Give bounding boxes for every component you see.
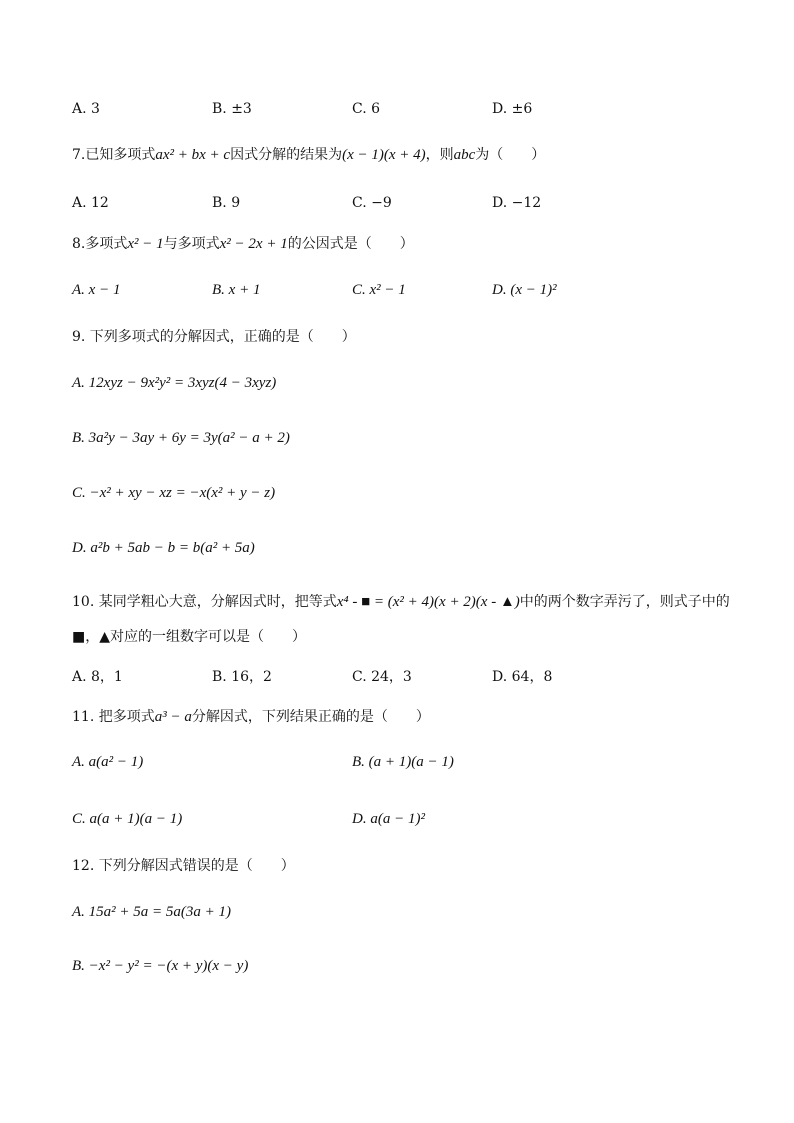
q6-option-d: D. ±6 — [492, 101, 533, 117]
q10-text-before: 10. 某同学粗心大意，分解因式时，把等式 — [72, 594, 337, 610]
q11-text-after: 分解因式，下列结果正确的是（ ） — [191, 709, 430, 725]
q10-option-d: D. 64，8 — [492, 669, 553, 685]
q7-expr-polynomial: ax² + bx + c — [155, 147, 231, 163]
q9-option-d: D. a²b + 5ab − b = b(a² + 5a) — [72, 540, 255, 556]
q8-stem — [72, 234, 414, 254]
q10-option-c: C. 24，3 — [352, 669, 412, 685]
q7-expr-factored: (x − 1)(x + 4) — [342, 147, 426, 163]
q10-expr: x⁴ - ■ = (x² + 4)(x + 2)(x - ▲) — [336, 594, 520, 610]
q7-text-after: 为（ ） — [475, 147, 546, 163]
q11-option-d: D. a(a − 1)² — [352, 811, 425, 827]
q8-option-c: C. x² − 1 — [352, 282, 406, 298]
q8-number: 8. — [72, 236, 86, 252]
q10-option-a: A. 8，1 — [72, 669, 123, 685]
q6-option-a: A. 3 — [72, 101, 100, 117]
q11-option-b: B. (a + 1)(a − 1) — [352, 754, 454, 770]
q11-stem — [72, 707, 430, 727]
q7-number: 7. — [72, 147, 86, 163]
q8-expr2: x² − 2x + 1 — [219, 236, 288, 252]
q12-option-a: A. 15a² + 5a = 5a(3a + 1) — [72, 904, 232, 920]
q9-stem: 9. 下列多项式的分解因式，正确的是（ ） — [72, 329, 356, 345]
q6-option-b: B. ±3 — [212, 101, 252, 117]
q7-expr-abc: abc — [453, 147, 476, 163]
q8-text-after: 的公因式是（ ） — [287, 236, 414, 252]
q10-option-b: B. 16，2 — [212, 669, 272, 685]
q11-option-a: A. a(a² − 1) — [72, 754, 144, 770]
q8-text-mid: 与多项式 — [163, 236, 220, 252]
q7-option-c: C. −9 — [352, 195, 392, 211]
q7-text-mid: 因式分解的结果为 — [230, 147, 343, 163]
q9-option-b: B. 3a²y − 3ay + 6y = 3y(a² − a + 2) — [72, 430, 290, 446]
q7-option-b: B. 9 — [212, 195, 241, 211]
q12-stem: 12. 下列分解因式错误的是（ ） — [72, 858, 295, 874]
q10-stem-line1 — [72, 592, 730, 612]
q11-option-c: C. a(a + 1)(a − 1) — [72, 811, 183, 827]
q8-option-a: A. x − 1 — [72, 282, 121, 298]
q8-expr1: x² − 1 — [127, 236, 164, 252]
q10-stem-line2: ■，▲对应的一组数字可以是（ ） — [72, 629, 306, 645]
q7-stem — [72, 145, 545, 165]
q12-option-b: B. −x² − y² = −(x + y)(x − y) — [72, 958, 249, 974]
q11-expr: a³ − a — [154, 709, 192, 725]
q7-option-a: A. 12 — [72, 195, 109, 211]
q8-option-d: D. (x − 1)² — [492, 282, 557, 298]
q8-text-before: 多项式 — [85, 236, 128, 252]
q7-option-d: D. −12 — [492, 195, 542, 211]
q8-option-b: B. x + 1 — [212, 282, 261, 298]
q7-text-before: 已知多项式 — [85, 147, 156, 163]
q11-text-before: 11. 把多项式 — [72, 709, 155, 725]
q9-option-c: C. −x² + xy − xz = −x(x² + y − z) — [72, 485, 276, 501]
q6-option-c: C. 6 — [352, 101, 381, 117]
q7-text-mid2: ，则 — [425, 147, 454, 163]
q9-option-a: A. 12xyz − 9x²y² = 3xyz(4 − 3xyz) — [72, 375, 277, 391]
q10-text-after: 中的两个数字弄污了，则式子中的 — [519, 594, 730, 610]
